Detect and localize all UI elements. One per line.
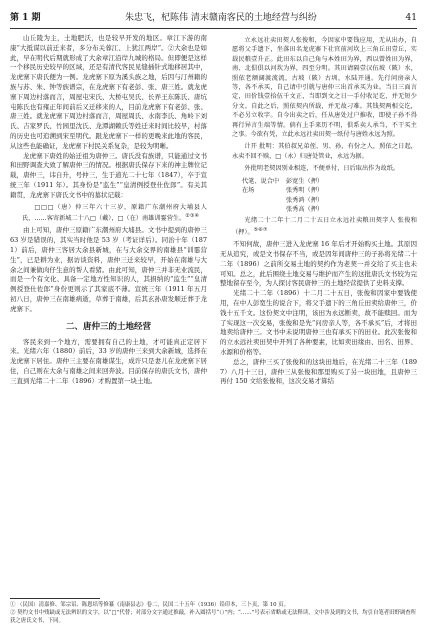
footnote-marker: ②③④	[185, 212, 200, 219]
signatory-row	[242, 196, 417, 205]
paragraph-ancestor: 龙虎寨下唐姓的始迁祖为唐仲三。唐氏没有族谱，只能通过文书和田野调查大致了解唐仲三的情况。根据唐氏保存下来的神主牌位记载，唐仲三，讳自升，号仲三，生于道光二十七年（1847），卒于宣统三年（1911 年）。其身份是“监生”“皇清例授登仕佐郎”。有关其籍贯，龙虎寨下唐氏文书中的墓状记载：	[10, 151, 207, 199]
running-article-title: 清末赣南客民的土地经营与纠纷	[190, 13, 317, 23]
signatory-role: 在场	[242, 187, 255, 195]
quoted-deed-2-note: 计开 批明：其伯叔兄弟侄、男、孙，有份之人，照依之日起，永卖不回不赎，□（永）归唐处管业，永远为据。	[232, 143, 417, 160]
quoted-deed-1	[10, 203, 207, 224]
signatory-role	[242, 196, 286, 205]
paragraph-first-purchase: 光绪二十二年（1896）十二月二十五日，张俊和因家中要钱使用，在中人彭宽生的说合下，将父手遗下的三角丘田卖给唐仲三，价钱十五千文。这份契文中注明，该田为永远断卖，故不能赎回。而为了实现这一次交易，张俊和是先“问房亲人等，各不承买”后，才将田地卖给唐仲三。文书中未说明唐仲三也有承买下的田业。此次张俊和的立永远社卖田契中开列了各种要素，比如卖田缘由、田名、田界、水源和价格等。	[220, 289, 417, 356]
deed-date-text: 光绪二十二年十二月二十五日立永远社卖粮田契字人 张俊和（押）。	[232, 217, 417, 236]
signatory-name: 彭宽生（押）	[286, 177, 324, 185]
paragraph-intro: 山丘陵为主，土地肥沃，也是较早开发的地区。章江下游的南康“大抵谋以前迁来者，多分布关蓉江、上犹江两岸”。②大余也是如此，早在明代后期就形成了大余章江沿岸九城的格局。但即便是这样一个移民历史较早的区域，还是有清代客民见缝插针式地移居其中，龙虎寨下唐氏便为一例。龙虎寨下原为溪头族之地，后因与汀州籍的族与苏、朱、钟等族谱宗，在龙虎寨下有老彭、张、唐三姓。就龙虎寨下周边村落而言，周屋屯宋氏、大桥屯吴氏、长弄王东陈氏、唐坑屯陈氏也有雍正年间前后又迁移来的人，目前龙虎寨下有老彭、张、唐三姓。就龙虎寨下周边村落而言，周屋周氏、水南李氏、角岭下刘氏、吉家罗氏、竹园里沈氏、龙潭湖赖氏等姓迁来时间比较早，村落的历史也可追溯到宋至明代。跟龙虎寨下一样的更晚来此地的客民，从这些也能确证，龙虎寨下村民关系复杂，是较为明晰。	[10, 34, 207, 150]
footnotes	[10, 601, 417, 625]
page-number: 41	[405, 13, 417, 23]
footnote-1: ① （民国）清嘉修、邹宗诏、陈恩培等修纂《南康县志》卷二，民国二十五年（1936）铅印本，三卜页，第 10 页。	[10, 602, 290, 608]
header-rule	[10, 28, 417, 29]
footnote-rule	[10, 598, 100, 599]
left-column	[10, 34, 207, 594]
quoted-deed-1-text: □□□（唐）仲三年六十三岁，原籍广东潮州府大埔县人氏，……客寄新城二十八□（戴），□（在）南雄训霎营生。	[22, 203, 207, 223]
signatory-name: 张秀明（押）	[286, 187, 324, 195]
signatory-role: 代笔、说合中	[242, 177, 280, 185]
signatory-list	[220, 177, 417, 215]
quoted-deed-2-extra-note: 外批明老契因别业相连，不便单付，日后取出作为故纸。	[244, 165, 400, 173]
signatory-name: 张秀鸿（押）	[286, 196, 324, 204]
section-heading: 二、唐仲三的土地经营	[65, 321, 151, 332]
footnote-marker: ⑤⑥⑦	[253, 226, 268, 233]
quoted-deed-2-date	[220, 216, 417, 237]
issue-number: 第 1 期	[10, 13, 41, 23]
right-column	[220, 34, 417, 594]
paragraph-purchase-delay: 不知何故，唐仲三进入龙虎寨 16 年后才开始购买土地。其原因无从追究，或是文书保存不当，或是因年间唐仲三的子孙将光绪二十二年（1896）之前所交易土地的契约作为老契一并交给了买主也未可知。总之，此后围绕土地交易与维护而产生的这批唐氏文书较为完整地留存至今，为人探讨客民唐仲三的土地经营提供了史料支撑。	[220, 240, 417, 288]
quoted-deed-2: 立永远社卖田契人张俊和，今因家中要钱应用，无从出办，自愿将父手遗下，坐落田名龙虎寨下社官前河坎上三角丘田壹丘，实载民粮壹升正。此田东以自己角与本姓田为界，西以曾姓田为界，南、北俱俱以河坎为界，四至分明。其田请隔壹汉伍坡（陂）水，照依老额阔渡流流，古坡（陂）古圳，水陆开通。先行问房亲人等，各不承买，自己请中引就与唐仲三出首承买为业。当日三面言定，田价钱壹拾伍千文正，当即到文之日一手付收足讫，并无短少分文。自此之后，照依契内所载，并无故刁难。其钱契两相交讫，不必另立收字。自今出卖之后，任从唐处过户推收，即使子孙不得再行异言生端等情。倘有上手来历不明，俱系卖人承当，不干买主之事。今欲有凭，立此永远社卖田契一纸付与唐姓永远为照。	[232, 37, 417, 139]
running-title	[125, 10, 317, 26]
page-header	[10, 10, 417, 26]
signatory-name: 张秀高（押）	[286, 205, 324, 213]
signatory-row	[242, 177, 417, 186]
signatory-row	[242, 186, 417, 195]
signatory-row	[242, 205, 417, 214]
paragraph-second-purchase: 总之，唐仲三买了张俊和的这块田地后，在光绪二十三年（1897）八月十三日，唐仲三从张俊和那里购买了另一块田地，且唐仲三再付 150 文给张俊和，这次交易才算结	[220, 357, 417, 386]
running-authors: 朱忠飞，杞陈伟	[125, 13, 189, 23]
signatory-role	[242, 205, 286, 214]
footnote-2: ② 契约文书中残缺或无法辨识的文字，以“□”代替；对部分文字通过推敲，补入圆括号“（）”内；“……”号表示省略或无法释读，文中涉及到的文书，均引自笔者田野调查所获之唐氏文书，下同。	[10, 610, 417, 624]
paragraph-origin: 由上可知，唐仲三原籍广东潮州府大埔县。文书中提到的唐仲三 63 岁是错误的，其实当时他是 53 岁（考证详后）。同治十年（1871）前后，唐仲三客居大余县新城，在与大余交界的南雄县“训霎营生”，已是耕为业，据访谈资料，唐仲三迁来较早，开始在南雄与大余之间兼做肉仔生意的帮人看猪。由此可知，唐仲三并非无业流民，而是一个有文化、具备一定地方性知识的人，其捐纳的“监生”“皇清例授登仕佐郎”身份更则示了其家底不薄。宣统三年（1911 年五月初八日，唐仲三在南雄病逝，草葬于南雄，后其玄孙唐发顺迁葬于龙虎寨下。	[10, 226, 207, 313]
paragraph-land-intro: 客民来到一个地方，需要拥有自己的土地，才可能真正定居下来。光绪六年（1880）前后，33 岁的唐仲三来到大余新城，选择在龙虎寨下居住。唐仲三主要在南雄谋生，成许只是妻儿在龙虎寨下居住，自己则在大余与南雄之间来回奔波。目前保存的唐氏文书，唐仲三直到光绪二十二年（1896）才购置第一块土地。	[10, 337, 207, 385]
